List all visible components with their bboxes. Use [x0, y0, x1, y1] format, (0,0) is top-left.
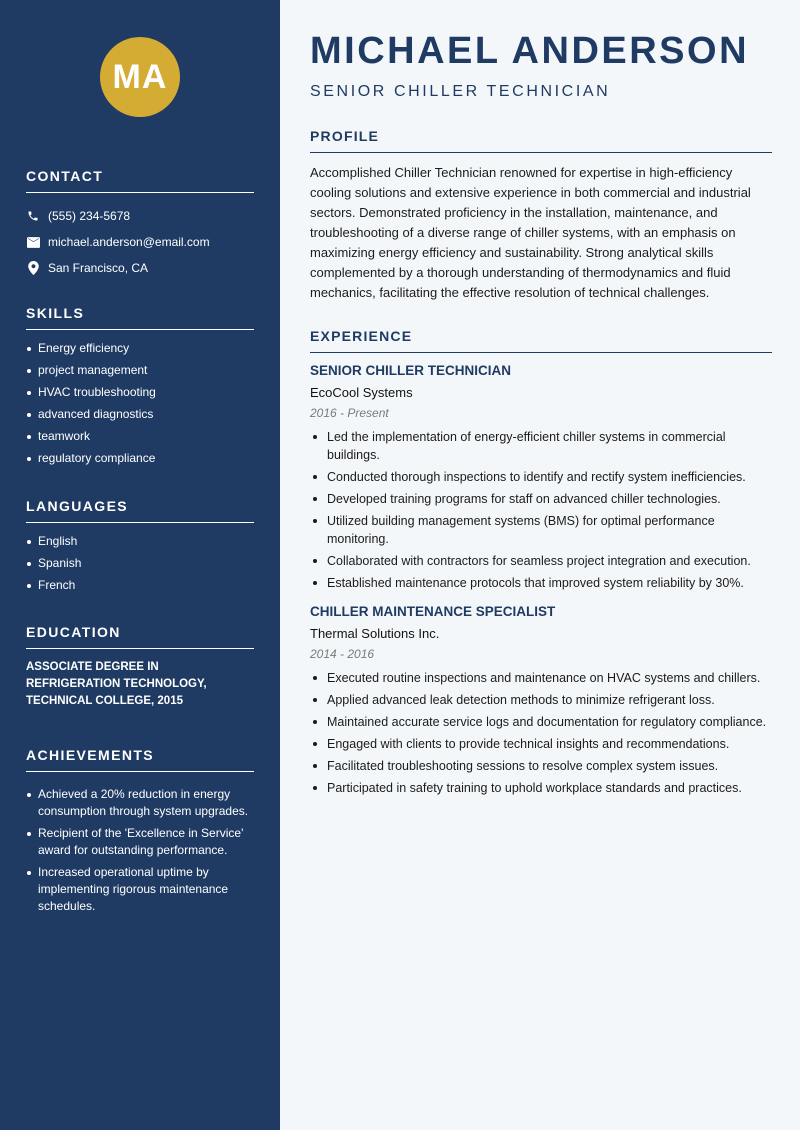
- skills-list: [26, 340, 254, 467]
- contact-phone: [26, 203, 254, 229]
- experience-section: [310, 328, 772, 809]
- profile-text: Accomplished Chiller Technician renowned for expertise in high-efficiency cooling solutions and extensive experience in both commercial and industrial sectors. Demonstrated proficiency in the installation, maintenance, and troubleshooting of a diverse range of chiller systems, with an emphasis on maximizing energy efficiency and sustainability. Strong analytical skills complemented by a thorough understanding of thermodynamics and fluid mechanics, facilitating the effective resolution of technical challenges.: [310, 165, 751, 300]
- job-bullets: [310, 428, 772, 592]
- language-item: Spanish: [26, 555, 254, 572]
- candidate-title: SENIOR CHILLER TECHNICIAN: [310, 83, 611, 100]
- achievements-list: [26, 786, 254, 915]
- skill-item: Energy efficiency: [26, 340, 254, 357]
- job-bullet: Engaged with clients to provide technical insights and recommendations.: [310, 735, 772, 753]
- job-bullet: Facilitated troubleshooting sessions to resolve complex system issues.: [310, 757, 772, 775]
- skills-heading: SKILLS: [26, 305, 254, 330]
- skill-item: HVAC troubleshooting: [26, 384, 254, 401]
- achievements-section: [26, 747, 254, 920]
- languages-list: [26, 533, 254, 594]
- company-name: Thermal Solutions Inc.: [310, 626, 440, 641]
- job-dates: 2016 - Present: [310, 406, 389, 420]
- contact-email: [26, 229, 254, 255]
- skill-item: advanced diagnostics: [26, 406, 254, 423]
- job-bullet: Utilized building management systems (BMS) for optimal performance monitoring.: [310, 512, 772, 548]
- language-item: English: [26, 533, 254, 550]
- experience-heading: EXPERIENCE: [310, 328, 772, 353]
- achievements-heading: ACHIEVEMENTS: [26, 747, 254, 772]
- achievement-item: Recipient of the 'Excellence in Service' award for outstanding performance.: [26, 825, 254, 859]
- job-bullet: Established maintenance protocols that improved system reliability by 30%.: [310, 574, 772, 592]
- job-bullets: [310, 669, 772, 797]
- job-title: SENIOR CHILLER TECHNICIAN: [310, 363, 512, 378]
- email-icon: [26, 235, 40, 249]
- job-bullet: Led the implementation of energy-efficient chiller systems in commercial buildings.: [310, 428, 772, 464]
- job-bullet: Participated in safety training to uphold workplace standards and practices.: [310, 779, 772, 797]
- job-bullet: Executed routine inspections and maintenance on HVAC systems and chillers.: [310, 669, 772, 687]
- education-entry: ASSOCIATE DEGREE IN REFRIGERATION TECHNOLOGY, TECHNICAL COLLEGE, 2015: [26, 661, 207, 707]
- sidebar: [0, 0, 280, 1130]
- skills-section: [26, 305, 254, 472]
- candidate-name: MICHAEL ANDERSON: [310, 30, 750, 72]
- email-text[interactable]: michael.anderson@email.com: [48, 235, 210, 249]
- languages-section: [26, 498, 254, 599]
- phone-icon: [26, 209, 40, 223]
- job-bullet: Conducted thorough inspections to identify and rectify system inefficiencies.: [310, 468, 772, 486]
- job-bullet: Maintained accurate service logs and documentation for regulatory compliance.: [310, 713, 772, 731]
- profile-section: [310, 128, 772, 303]
- location-pin-icon: [26, 261, 40, 275]
- avatar: MA: [100, 37, 180, 117]
- job-bullet: Collaborated with contractors for seamless project integration and execution.: [310, 552, 772, 570]
- profile-heading: PROFILE: [310, 128, 772, 153]
- job-entry: [310, 363, 772, 592]
- education-section: [26, 624, 254, 710]
- languages-heading: LANGUAGES: [26, 498, 254, 523]
- job-title: CHILLER MAINTENANCE SPECIALIST: [310, 604, 556, 619]
- job-bullet: Applied advanced leak detection methods to minimize refrigerant loss.: [310, 691, 772, 709]
- contact-location: [26, 255, 254, 281]
- job-entry: [310, 604, 772, 797]
- phone-text: (555) 234-5678: [48, 209, 131, 223]
- location-text: San Francisco, CA: [48, 261, 149, 275]
- contact-section: [26, 168, 254, 281]
- achievement-item: Achieved a 20% reduction in energy consumption through system upgrades.: [26, 786, 254, 820]
- skill-item: project management: [26, 362, 254, 379]
- language-item: French: [26, 577, 254, 594]
- contact-heading: CONTACT: [26, 168, 254, 193]
- achievement-item: Increased operational uptime by implementing rigorous maintenance schedules.: [26, 864, 254, 915]
- job-bullet: Developed training programs for staff on advanced chiller technologies.: [310, 490, 772, 508]
- skill-item: regulatory compliance: [26, 450, 254, 467]
- job-dates: 2014 - 2016: [310, 647, 375, 661]
- company-name: EcoCool Systems: [310, 385, 413, 400]
- skill-item: teamwork: [26, 428, 254, 445]
- education-heading: EDUCATION: [26, 624, 254, 649]
